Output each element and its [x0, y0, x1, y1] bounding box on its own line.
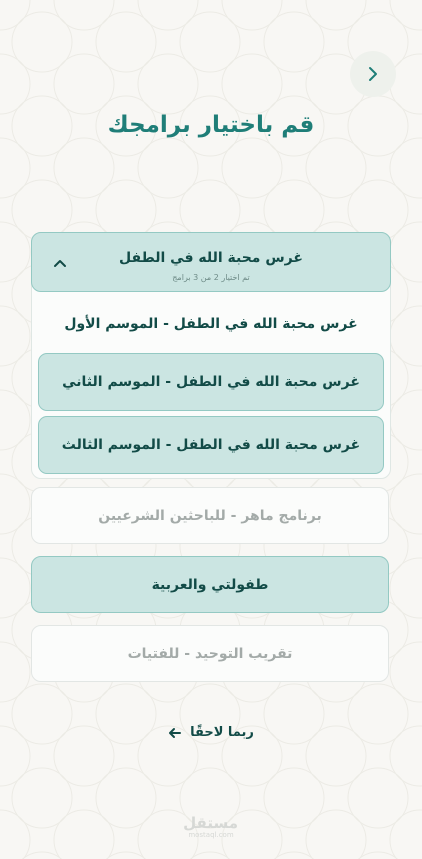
page-title: قم باختيار برامجك — [107, 112, 315, 138]
brand-watermark — [184, 816, 238, 839]
chevron-right-icon — [366, 66, 380, 82]
program-option-season-3[interactable] — [38, 416, 384, 474]
program-group-header[interactable] — [31, 232, 391, 292]
program-option-label: غرس محبة الله في الطفل - الموسم الأول — [64, 316, 358, 332]
program-option-label: برنامج ماهر - للباحثين الشرعيين — [98, 507, 322, 524]
program-option-label: تقريب التوحيد - للفتيات — [127, 645, 293, 662]
program-option-tufulati[interactable] — [31, 556, 389, 613]
arrow-left-icon — [168, 727, 182, 739]
maybe-later-link[interactable] — [0, 725, 422, 740]
program-option-season-1[interactable] — [38, 295, 384, 353]
program-option-label: غرس محبة الله في الطفل - الموسم الثالث — [61, 437, 361, 453]
program-option-label: طفولتي والعربية — [151, 576, 269, 593]
program-option-maher[interactable] — [31, 487, 389, 544]
brand-name-ar: مستقل — [183, 814, 238, 832]
chevron-up-icon[interactable] — [52, 255, 68, 271]
program-group-accordion — [31, 232, 391, 479]
maybe-later-label: ربما لاحقًا — [190, 725, 254, 740]
program-group-title: غرس محبة الله في الطفل — [119, 250, 303, 266]
program-option-label: غرس محبة الله في الطفل - الموسم الثاني — [62, 374, 360, 390]
program-group-subtitle: تم اختيار 2 من 3 برامج — [172, 273, 250, 282]
program-option-season-2[interactable] — [38, 353, 384, 411]
back-button[interactable] — [350, 51, 396, 97]
program-option-tawheed[interactable] — [31, 625, 389, 682]
brand-name-en: mostaql.com — [188, 831, 234, 839]
